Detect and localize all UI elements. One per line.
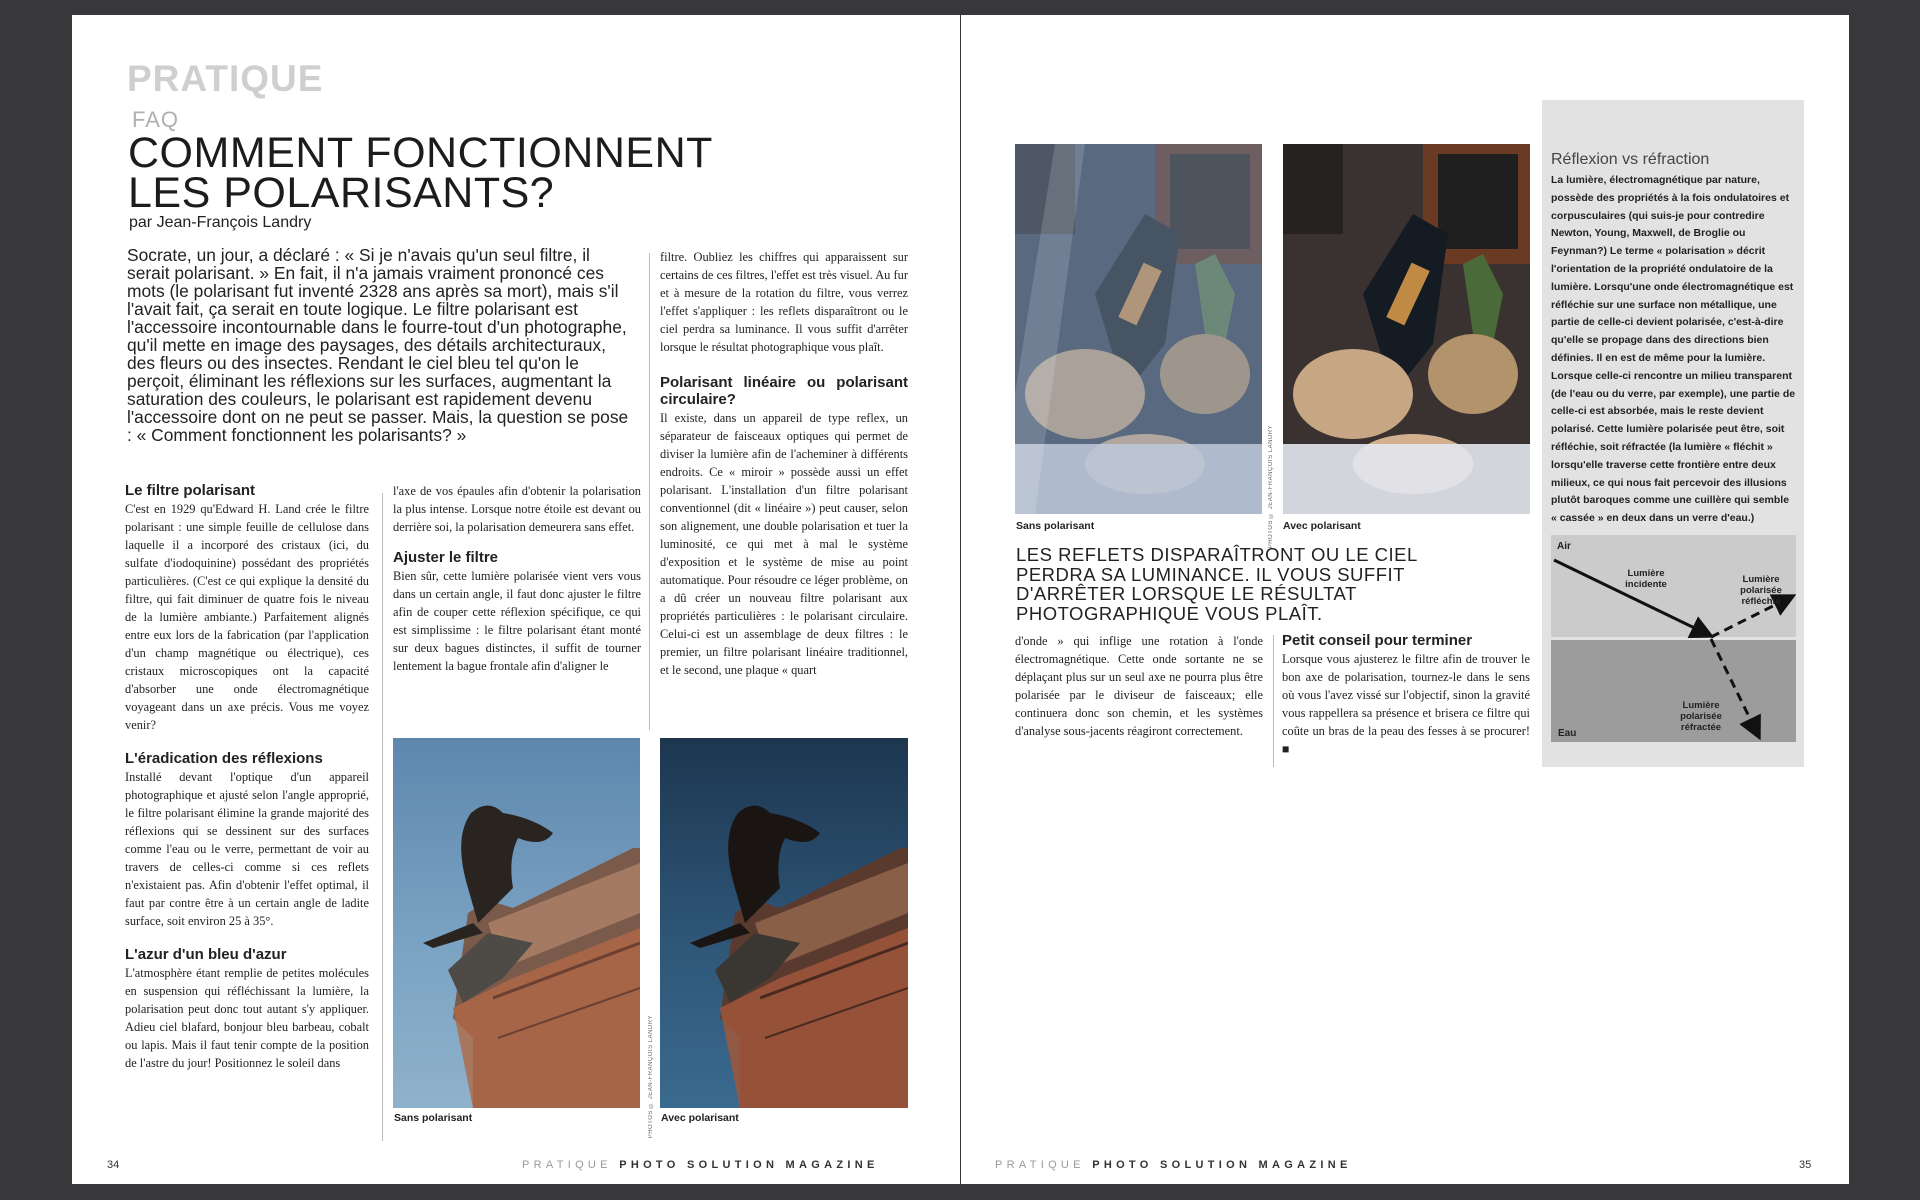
byline: par Jean-François Landry (129, 214, 312, 231)
column-rule (382, 493, 383, 1141)
incident-label-2: incidente (1625, 579, 1667, 590)
reflected-label-2: polarisée (1740, 585, 1782, 596)
refracted-label-2: polarisée (1680, 711, 1722, 722)
column-1 (125, 482, 369, 1072)
running-footer-section: PRATIQUE (522, 1159, 612, 1171)
reflected-label-1: Lumière (1742, 574, 1780, 585)
page-number: 35 (1799, 1159, 1812, 1171)
paragraph-polarisant-lineaire: Il existe, dans un appareil de type reflex, un séparateur de faisceaux optiques qui permet de diviser la lumière afin de l'acheminer à différents endroits. Ce « miroir » possède aussi un effet polarisant. L'installation d'un filtre polarisant conventionnel (dit « linéaire ») peut causer, selon son alignement, une double polarisation et tuer la luminosité, ce qui met à mal le système d'exposition et le système de mise au point automatique. Pour résoudre ce léger problème, on a dû créer un nouveau filtre polarisant aux propriétés particulières : le polarisant circulaire. Celui-ci est un assemblage de deux filtres : le premier, un filtre polarisant linéaire traditionnel, et le second, une plaque « quart (660, 411, 908, 677)
caption-sans-polarisant: Sans polarisant (1016, 520, 1095, 532)
refracted-label-3: réfractée (1680, 722, 1722, 733)
heading-conseil: Petit conseil pour terminer (1282, 632, 1473, 649)
caption-avec-polarisant: Avec polarisant (1283, 520, 1361, 532)
page-right (961, 15, 1849, 1184)
running-footer-magazine: PHOTO SOLUTION MAGAZINE (1092, 1159, 1352, 1171)
section-label: PRATIQUE (127, 58, 324, 99)
running-footer-section: PRATIQUE (995, 1159, 1085, 1171)
photo-bottle-avec-polarisant (1283, 144, 1530, 514)
page-left (72, 15, 960, 1184)
heading-filtre: Le filtre polarisant (125, 482, 256, 499)
water-zone (1551, 640, 1796, 742)
paragraph-col3-intro: filtre. Oubliez les chiffres qui apparaissent sur certains de ces filtres, l'effet est très visuel. Au fur et à mesure de la rotation du filtre, vous verrez l'effet s'appliquer : les reflets disparaîtront ou le ciel perdra sa luminance. Il vous suffit d'arrêter lorsque le résultat photographique vous plaît. (660, 250, 908, 354)
column-onde (1015, 632, 1263, 740)
air-label: Air (1557, 541, 1571, 552)
photo-credit: PHOTOS © JEAN-FRANÇOIS LANDRY (648, 1015, 654, 1139)
bottle-image (1015, 144, 1262, 514)
statue-image (393, 738, 640, 1108)
eau-label: Eau (1558, 728, 1577, 739)
caption-avec-polarisant: Avec polarisant (661, 1112, 739, 1124)
column-2 (393, 482, 641, 675)
article-title-line-2: LES POLARISANTS? (128, 169, 555, 217)
heading-azur: L'azur d'un bleu d'azur (125, 946, 287, 963)
refracted-label-1: Lumière (1682, 700, 1720, 711)
bottle-image (1283, 144, 1530, 514)
running-footer-magazine: PHOTO SOLUTION MAGAZINE (619, 1159, 879, 1171)
photo-statue-avec-polarisant (660, 738, 908, 1108)
faq-label: FAQ (132, 107, 180, 132)
sidebar-title: Réflexion vs réfraction (1551, 151, 1710, 168)
paragraph-eradication: Installé devant l'optique d'un appareil photographique et ajusté selon l'angle approprié, le filtre polarisant élimine la grande majorité des réflexions qui se dessinent sur des surfaces comme l'eau ou le verre, permettant de voir au travers de celles-ci comme si ces reflets n'existaient pas. Afin d'obtenir l'effet optimal, il faut par contre être à un certain angle de ladite surface, soit environ 25 à 35°. (125, 770, 369, 928)
reflected-label-3: réfléchie (1741, 596, 1781, 607)
heading-ajuster: Ajuster le filtre (393, 549, 499, 566)
paragraph-filtre: C'est en 1929 qu'Edward H. Land crée le filtre polarisant : une simple feuille de cellulose dans laquelle il a incorporé des cristaux (ici, du sulfate d'iodoquinine) possédant des propriétés particulières. (C'est ce qui explique la densité du filtre, qui fait diminuer de quatre fois le niveau de la lumière ambiante.) Parfaitement alignés entre eux lors de la fabrication (par l'application d'un champ magnétique ou électrique), ces cristaux microscopiques ont la capacité d'absorber une onde électromagnétique voyageant dans un axe précis. Vous me voyez venir? (125, 502, 369, 732)
photo-bottle-sans-polarisant (1015, 144, 1262, 514)
pull-quote: LES REFLETS DISPARAÎTRONT OU LE CIEL PERDRA SA LUMINANCE. IL VOUS SUFFIT D'ARRÊTER LORSQUE LE RÉSULTAT PHOTOGRAPHIQUE VOUS PLAÎT. (1016, 544, 1418, 624)
column-rule (1273, 635, 1274, 767)
paragraph-ajuster: Bien sûr, cette lumière polarisée vient vers vous dans un certain angle, il faut donc ajuster le filtre afin de couper cette réflexion spécifique, ce qui est simplissime : le filtre polarisant étant monté sur deux bagues distinctes, il suffit de tourner lentement la bague frontale afin d'aligner le (393, 569, 641, 673)
paragraph-col2-intro: l'axe de vos épaules afin d'obtenir la polarisation la plus intense. Lorsque notre étoile est devant ou derrière soi, la polarisation demeurera sans effet. (393, 484, 641, 534)
paragraph-conseil: Lorsque vous ajusterez le filtre afin de trouver le bon axe de polarisation, tournez-le dans le sens où vous l'avez vissé sur l'objectif, sinon la gravité vous rappellera sa présence et brisera ce filtre qui coûte un bras de la peau des fesses à se procurer! ■ (1282, 652, 1530, 756)
page-number: 34 (107, 1159, 120, 1171)
heading-eradication: L'éradication des réflexions (125, 750, 323, 767)
sidebar-body: La lumière, électromagnétique par nature, possède des propriétés à la fois ondulatoires et corpusculaires (qui suis-je pour contredire Newton, Young, Maxwell, de Broglie ou Feynman?) Le terme « polarisation » décrit l'orientation de la propriété ondulatoire de la lumière. Lorsqu'une onde électromagnétique est réfléchie sur une surface non métallique, une partie de celle-ci devient polarisée, c'est-à-dire qu'elle se propage dans des directions bien définies. Il en est de même pour la lumière. Lorsque celle-ci rencontre un milieu transparent (de l'eau ou du verre, par exemple), une partie de celle-ci est absorbée, mais le reste devient polarisé. Cette lumière polarisée peut être, soit réfléchie, soit réfractée (la lumière « fléchit » lorsqu'elle traverse cette frontière entre deux milieux, ce qui nous fait percevoir des illusions plutôt baroques comme une cuillère qui semble « cassée » en deux dans un verre d'eau.) (1551, 174, 1796, 525)
running-footer (995, 1159, 1352, 1171)
paragraph-azur: L'atmosphère étant remplie de petites molécules en suspension qui réfléchissant la lumière, la polarisation peut donc tout autant s'y appliquer. Adieu ciel blafard, bonjour bleu barbeau, cobalt ou lapis. Mais il faut tenir compte de la position de l'astre du jour! Positionnez le soleil dans (125, 966, 369, 1070)
sidebar-reflexion-refraction (1542, 100, 1804, 767)
article-title (128, 129, 713, 217)
refraction-diagram (1551, 535, 1796, 745)
article-title-line-1: COMMENT FONCTIONNENT (128, 129, 713, 177)
heading-polarisant-lineaire: Polarisant linéaire ou polarisant circulaire? (660, 374, 908, 408)
photo-credit: PHOTOS © JEAN-FRANÇOIS LANDRY (1268, 425, 1274, 549)
column-rule (649, 253, 650, 730)
column-conseil (1282, 632, 1530, 758)
paragraph-onde: d'onde » qui inflige une rotation à l'onde électromagnétique. Cette onde sortante ne se déplaçant plus sur un seul axe ne pourra plus être polarisée par le diviseur de faisceaux; elle continuera donc son chemin, et les systèmes d'analyse sous-jacents réagiront correctement. (1015, 634, 1263, 738)
photo-statue-sans-polarisant (393, 738, 640, 1108)
statue-image (660, 738, 908, 1108)
column-3 (660, 248, 908, 679)
running-footer (522, 1159, 879, 1171)
lead-paragraph: Socrate, un jour, a déclaré : « Si je n'avais qu'un seul filtre, il serait polarisant. » En fait, il n'a jamais vraiment prononcé ces mots (le polarisant fut inventé 2328 ans après sa mort), mais s'il l'avait fait, ça serait en toute logique. Le filtre polarisant est l'accessoire incontournable dans le fourre-tout d'un photographe, qu'il mette en image des paysages, des détails architecturaux, des fleurs ou des insectes. Rendant le ciel bleu tel qu'on le perçoit, éliminant les réflexions sur les surfaces, augmentant la saturation des couleurs, le polarisant est rapidement devenu l'accessoire dont on ne peut se passer. Mais, la question se pose : « Comment fonctionnent les polarisants? » (127, 245, 629, 445)
incident-label-1: Lumière (1627, 568, 1665, 579)
caption-sans-polarisant: Sans polarisant (394, 1112, 473, 1124)
